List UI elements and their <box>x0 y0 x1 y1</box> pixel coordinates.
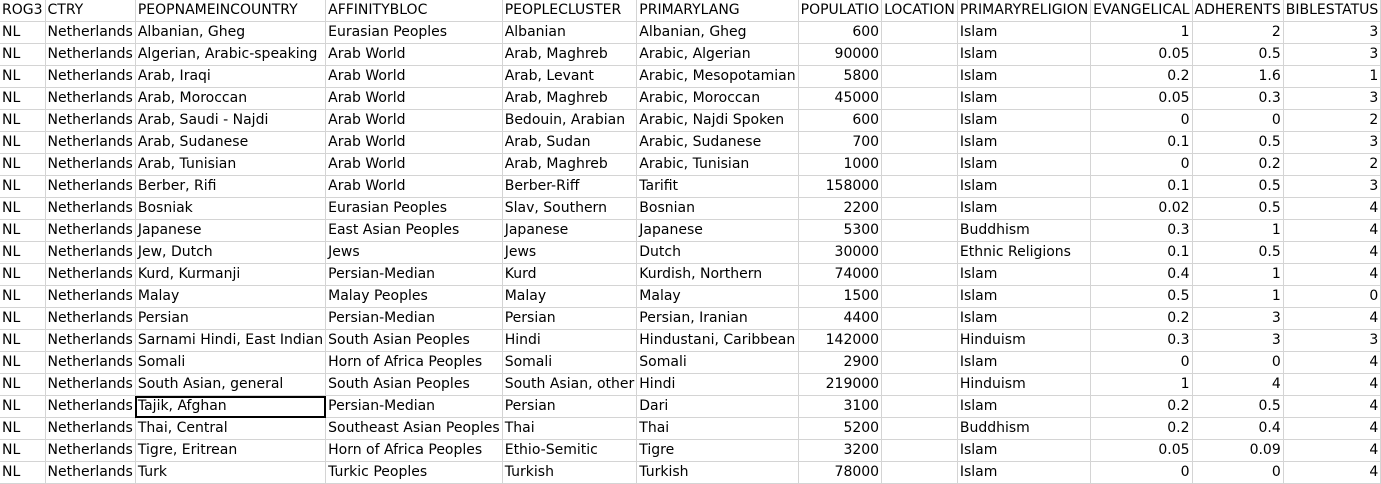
table-cell[interactable]: 0.2 <box>1091 66 1192 88</box>
table-cell[interactable]: 30000 <box>798 242 881 264</box>
table-row <box>0 440 1381 462</box>
table-cell[interactable]: 1 <box>1192 264 1283 286</box>
table-row <box>0 22 1381 44</box>
table-cell[interactable]: Arab, Maghreb <box>502 44 637 66</box>
table-cell[interactable]: Arab, Maghreb <box>502 88 637 110</box>
table-row <box>0 154 1381 176</box>
table-cell[interactable]: 0.3 <box>1091 330 1192 352</box>
table-cell[interactable]: Hindi <box>502 330 637 352</box>
table-cell[interactable]: Slav, Southern <box>502 198 637 220</box>
table-cell[interactable]: Islam <box>957 66 1090 88</box>
table-cell[interactable]: Arab, Levant <box>502 66 637 88</box>
table-cell[interactable]: 0.05 <box>1091 44 1192 66</box>
table-cell[interactable]: Somali <box>502 352 637 374</box>
table-cell[interactable]: Thai <box>502 418 637 440</box>
table-cell[interactable]: Thai <box>637 418 798 440</box>
table-cell[interactable]: Horn of Africa Peoples <box>326 440 503 462</box>
table-cell[interactable] <box>882 110 958 132</box>
table-cell[interactable]: Bosnian <box>637 198 798 220</box>
table-cell[interactable]: Somali <box>135 352 325 374</box>
table-cell[interactable] <box>882 330 958 352</box>
table-row <box>0 418 1381 440</box>
table-cell[interactable]: 0.2 <box>1091 418 1192 440</box>
table-cell[interactable] <box>882 198 958 220</box>
table-cell[interactable]: 0 <box>1192 352 1283 374</box>
table-cell[interactable]: Netherlands <box>45 220 135 242</box>
table-cell[interactable]: Islam <box>957 352 1090 374</box>
table-row <box>0 44 1381 66</box>
table-cell[interactable]: Islam <box>957 462 1090 484</box>
table-cell[interactable]: Tigre <box>637 440 798 462</box>
table-cell[interactable]: South Asian Peoples <box>326 374 503 396</box>
table-cell[interactable]: Arab World <box>326 88 503 110</box>
table-cell[interactable]: 0.1 <box>1091 176 1192 198</box>
table-cell[interactable]: Hinduism <box>957 330 1090 352</box>
table-cell[interactable]: NL <box>0 242 45 264</box>
table-cell[interactable]: Netherlands <box>45 462 135 484</box>
table-cell[interactable]: 4 <box>1283 462 1381 484</box>
table-cell[interactable]: Japanese <box>637 220 798 242</box>
table-cell[interactable]: Netherlands <box>45 88 135 110</box>
table-cell[interactable]: 3 <box>1283 88 1381 110</box>
column-header-cell[interactable]: ADHERENTS <box>1192 0 1283 22</box>
column-header-cell[interactable]: POPULATIO <box>798 0 881 22</box>
table-cell[interactable]: 600 <box>798 110 881 132</box>
table-cell[interactable]: Persian-Median <box>326 264 503 286</box>
table-cell[interactable]: 0.5 <box>1192 242 1283 264</box>
table-cell[interactable]: Netherlands <box>45 154 135 176</box>
table-cell[interactable]: 0.2 <box>1192 154 1283 176</box>
table-row <box>0 286 1381 308</box>
table-cell[interactable]: Arabic, Sudanese <box>637 132 798 154</box>
table-row <box>0 308 1381 330</box>
table-row <box>0 330 1381 352</box>
table-cell[interactable] <box>882 66 958 88</box>
table-cell[interactable]: NL <box>0 66 45 88</box>
table-cell[interactable]: 0.02 <box>1091 198 1192 220</box>
table-cell[interactable]: Ethnic Religions <box>957 242 1090 264</box>
table-row <box>0 462 1381 484</box>
table-cell[interactable]: Arab World <box>326 176 503 198</box>
table-cell[interactable]: Tarifit <box>637 176 798 198</box>
column-header-cell[interactable]: PRIMARYLANG <box>637 0 798 22</box>
table-cell[interactable] <box>882 396 958 418</box>
table-cell[interactable]: Arab, Iraqi <box>135 66 325 88</box>
table-cell[interactable]: Eurasian Peoples <box>326 198 503 220</box>
table-cell[interactable]: 1 <box>1091 22 1192 44</box>
table-cell[interactable]: 4 <box>1283 264 1381 286</box>
table-cell[interactable]: NL <box>0 198 45 220</box>
table-cell[interactable] <box>882 176 958 198</box>
table-cell[interactable]: 0 <box>1091 352 1192 374</box>
table-cell[interactable]: Hindi <box>637 374 798 396</box>
table-cell[interactable]: Arab, Maghreb <box>502 154 637 176</box>
table-cell[interactable]: Berber-Riff <box>502 176 637 198</box>
table-cell[interactable]: 0.5 <box>1192 44 1283 66</box>
table-cell[interactable]: Turkish <box>637 462 798 484</box>
table-cell[interactable]: Turk <box>135 462 325 484</box>
table-cell[interactable]: Arab World <box>326 66 503 88</box>
table-row <box>0 264 1381 286</box>
table-cell[interactable]: Netherlands <box>45 418 135 440</box>
table-cell[interactable]: 0.5 <box>1192 396 1283 418</box>
table-cell[interactable]: 4 <box>1283 242 1381 264</box>
table-cell[interactable]: Persian <box>502 308 637 330</box>
column-header-cell[interactable]: PEOPNAMEINCOUNTRY <box>135 0 325 22</box>
table-cell[interactable]: Ethio-Semitic <box>502 440 637 462</box>
table-cell[interactable]: Kurd <box>502 264 637 286</box>
table-cell[interactable]: Persian-Median <box>326 396 503 418</box>
table-cell[interactable]: Southeast Asian Peoples <box>326 418 503 440</box>
table-cell[interactable]: Arab, Moroccan <box>135 88 325 110</box>
table-cell[interactable]: NL <box>0 132 45 154</box>
table-row <box>0 352 1381 374</box>
table-cell[interactable]: Arab, Sudanese <box>135 132 325 154</box>
table-cell[interactable]: 142000 <box>798 330 881 352</box>
table-cell[interactable]: Islam <box>957 22 1090 44</box>
table-cell[interactable]: 0.3 <box>1192 88 1283 110</box>
table-cell[interactable]: NL <box>0 396 45 418</box>
table-cell[interactable]: 45000 <box>798 88 881 110</box>
table-cell[interactable]: 1 <box>1091 374 1192 396</box>
table-cell[interactable]: Arab World <box>326 44 503 66</box>
table-cell[interactable]: 4400 <box>798 308 881 330</box>
table-cell[interactable]: 0 <box>1192 110 1283 132</box>
table-cell[interactable]: 0.1 <box>1091 242 1192 264</box>
table-row <box>0 198 1381 220</box>
column-header-cell[interactable]: CTRY <box>45 0 135 22</box>
table-row <box>0 110 1381 132</box>
table-cell[interactable]: Tigre, Eritrean <box>135 440 325 462</box>
table-cell[interactable]: Arab, Sudan <box>502 132 637 154</box>
table-cell[interactable]: Persian <box>502 396 637 418</box>
table-cell[interactable] <box>882 22 958 44</box>
table-cell[interactable]: Kurdish, Northern <box>637 264 798 286</box>
table-cell[interactable]: 5300 <box>798 220 881 242</box>
table-cell[interactable]: Netherlands <box>45 264 135 286</box>
table-cell[interactable]: Islam <box>957 132 1090 154</box>
table-cell[interactable]: 0.05 <box>1091 88 1192 110</box>
table-cell[interactable]: Arabic, Algerian <box>637 44 798 66</box>
table-row <box>0 220 1381 242</box>
table-cell[interactable]: Arab World <box>326 110 503 132</box>
table-cell[interactable]: Malay Peoples <box>326 286 503 308</box>
table-cell[interactable]: Malay <box>502 286 637 308</box>
table-cell[interactable]: 0 <box>1091 110 1192 132</box>
table-cell[interactable]: Turkic Peoples <box>326 462 503 484</box>
table-cell[interactable]: Islam <box>957 440 1090 462</box>
table-cell[interactable]: 0.1 <box>1091 132 1192 154</box>
table-row <box>0 374 1381 396</box>
table-cell[interactable] <box>882 418 958 440</box>
column-header-cell[interactable]: AFFINITYBLOC <box>326 0 503 22</box>
table-cell[interactable]: 0 <box>1283 286 1381 308</box>
table-cell[interactable]: NL <box>0 110 45 132</box>
table-cell[interactable]: 78000 <box>798 462 881 484</box>
table-cell[interactable] <box>882 440 958 462</box>
table-cell[interactable]: Arabic, Tunisian <box>637 154 798 176</box>
table-cell[interactable]: 4 <box>1283 374 1381 396</box>
table-row <box>0 132 1381 154</box>
table-cell[interactable]: Netherlands <box>45 44 135 66</box>
table-cell[interactable]: NL <box>0 176 45 198</box>
table-cell[interactable]: Islam <box>957 308 1090 330</box>
table-cell[interactable]: Algerian, Arabic-speaking <box>135 44 325 66</box>
table-cell[interactable] <box>882 374 958 396</box>
table-cell[interactable]: 3100 <box>798 396 881 418</box>
table-cell[interactable]: Albanian, Gheg <box>135 22 325 44</box>
table-cell[interactable]: 3 <box>1283 176 1381 198</box>
table-cell[interactable]: NL <box>0 220 45 242</box>
table-cell[interactable]: 2 <box>1283 154 1381 176</box>
table-cell[interactable]: 1 <box>1192 220 1283 242</box>
table-cell[interactable]: NL <box>0 330 45 352</box>
table-cell[interactable]: Eurasian Peoples <box>326 22 503 44</box>
table-cell[interactable]: Netherlands <box>45 198 135 220</box>
table-cell[interactable] <box>882 352 958 374</box>
table-cell[interactable]: 0.5 <box>1192 176 1283 198</box>
table-cell[interactable]: Arab, Saudi - Najdi <box>135 110 325 132</box>
table-cell[interactable]: 0 <box>1091 462 1192 484</box>
table-cell[interactable]: Netherlands <box>45 330 135 352</box>
table-cell[interactable]: 0.4 <box>1192 418 1283 440</box>
table-cell[interactable]: NL <box>0 154 45 176</box>
table-cell[interactable]: 4 <box>1283 418 1381 440</box>
table-cell[interactable]: Arab World <box>326 154 503 176</box>
table-cell[interactable]: 4 <box>1192 374 1283 396</box>
column-header-cell[interactable]: BIBLESTATUS <box>1283 0 1381 22</box>
table-cell[interactable]: 1.6 <box>1192 66 1283 88</box>
table-cell[interactable] <box>882 220 958 242</box>
table-cell[interactable]: Malay <box>135 286 325 308</box>
table-cell[interactable]: 3200 <box>798 440 881 462</box>
table-cell[interactable]: South Asian, other <box>502 374 637 396</box>
table-cell[interactable]: 3 <box>1283 132 1381 154</box>
table-row <box>0 396 1381 418</box>
table-cell[interactable]: 0 <box>1192 462 1283 484</box>
table-cell[interactable]: Kurd, Kurmanji <box>135 264 325 286</box>
table-cell[interactable]: 0.5 <box>1192 198 1283 220</box>
table-cell[interactable] <box>882 264 958 286</box>
table-cell[interactable]: Buddhism <box>957 418 1090 440</box>
table-row <box>0 88 1381 110</box>
column-header-cell[interactable]: PEOPLECLUSTER <box>502 0 637 22</box>
table-cell[interactable]: Berber, Rifi <box>135 176 325 198</box>
table-cell[interactable]: Thai, Central <box>135 418 325 440</box>
table-cell[interactable]: Bosniak <box>135 198 325 220</box>
table-cell[interactable] <box>882 44 958 66</box>
column-header-cell[interactable]: ROG3 <box>0 0 45 22</box>
column-header-cell[interactable]: EVANGELICAL <box>1091 0 1192 22</box>
table-cell[interactable]: Netherlands <box>45 242 135 264</box>
table-cell[interactable]: 5200 <box>798 418 881 440</box>
table-cell[interactable]: 4 <box>1283 220 1381 242</box>
table-cell[interactable]: Islam <box>957 176 1090 198</box>
table-cell[interactable]: Persian <box>135 308 325 330</box>
table-cell[interactable]: Horn of Africa Peoples <box>326 352 503 374</box>
table-cell[interactable]: 74000 <box>798 264 881 286</box>
table-cell[interactable]: 0 <box>1091 154 1192 176</box>
table-cell[interactable]: NL <box>0 462 45 484</box>
table-cell[interactable]: 2 <box>1192 22 1283 44</box>
table-cell[interactable]: Islam <box>957 396 1090 418</box>
table-row <box>0 66 1381 88</box>
table-cell[interactable]: 600 <box>798 22 881 44</box>
table-cell[interactable]: 1500 <box>798 286 881 308</box>
table-cell[interactable]: 4 <box>1283 352 1381 374</box>
table-cell[interactable]: Albanian <box>502 22 637 44</box>
table-cell[interactable] <box>882 242 958 264</box>
table-cell[interactable]: Somali <box>637 352 798 374</box>
table-cell[interactable]: 2200 <box>798 198 881 220</box>
table-cell[interactable]: Bedouin, Arabian <box>502 110 637 132</box>
table-cell[interactable]: Netherlands <box>45 132 135 154</box>
table-cell[interactable]: Sarnami Hindi, East Indian <box>135 330 325 352</box>
table-cell[interactable]: Islam <box>957 154 1090 176</box>
table-cell[interactable]: East Asian Peoples <box>326 220 503 242</box>
table-cell[interactable]: South Asian Peoples <box>326 330 503 352</box>
table-cell[interactable]: 0.4 <box>1091 264 1192 286</box>
table-cell[interactable]: Netherlands <box>45 22 135 44</box>
table-cell[interactable]: Japanese <box>135 220 325 242</box>
table-cell[interactable] <box>882 132 958 154</box>
table-cell[interactable]: NL <box>0 418 45 440</box>
table-cell[interactable]: Netherlands <box>45 286 135 308</box>
table-cell[interactable]: Netherlands <box>45 374 135 396</box>
table-cell[interactable]: 0.3 <box>1091 220 1192 242</box>
table-cell[interactable]: Jews <box>502 242 637 264</box>
table-cell[interactable]: Islam <box>957 286 1090 308</box>
table-cell[interactable]: 3 <box>1192 308 1283 330</box>
table-row <box>0 242 1381 264</box>
table-cell[interactable]: Islam <box>957 198 1090 220</box>
table-cell[interactable]: Buddhism <box>957 220 1090 242</box>
table-cell[interactable]: Islam <box>957 110 1090 132</box>
table-cell[interactable]: Netherlands <box>45 110 135 132</box>
table-cell[interactable]: Netherlands <box>45 440 135 462</box>
table-cell[interactable]: 3 <box>1283 22 1381 44</box>
table-cell[interactable]: Dutch <box>637 242 798 264</box>
table-cell[interactable]: 90000 <box>798 44 881 66</box>
table-cell[interactable] <box>882 88 958 110</box>
table-cell[interactable]: Jew, Dutch <box>135 242 325 264</box>
table-cell[interactable] <box>882 286 958 308</box>
table-row <box>0 176 1381 198</box>
table-cell[interactable]: NL <box>0 308 45 330</box>
table-cell[interactable]: NL <box>0 352 45 374</box>
table-cell[interactable]: Arab, Tunisian <box>135 154 325 176</box>
table-cell[interactable]: 0.5 <box>1192 132 1283 154</box>
table-cell[interactable]: 0.2 <box>1091 396 1192 418</box>
table-cell[interactable]: 1000 <box>798 154 881 176</box>
table-cell[interactable]: Arab World <box>326 132 503 154</box>
table-cell[interactable]: 4 <box>1283 308 1381 330</box>
table-cell[interactable]: South Asian, general <box>135 374 325 396</box>
table-cell[interactable]: Malay <box>637 286 798 308</box>
table-cell[interactable]: 3 <box>1283 330 1381 352</box>
table-cell[interactable]: 4 <box>1283 396 1381 418</box>
table-cell[interactable]: Hindustani, Caribbean <box>637 330 798 352</box>
table-cell[interactable]: 4 <box>1283 440 1381 462</box>
table-cell[interactable]: Hinduism <box>957 374 1090 396</box>
column-header-cell[interactable]: PRIMARYRELIGION <box>957 0 1090 22</box>
table-cell[interactable]: Netherlands <box>45 66 135 88</box>
table-cell[interactable]: NL <box>0 374 45 396</box>
table-cell[interactable]: 4 <box>1283 198 1381 220</box>
table-cell[interactable]: Turkish <box>502 462 637 484</box>
table-cell[interactable]: 1 <box>1283 66 1381 88</box>
table-cell[interactable]: Netherlands <box>45 396 135 418</box>
table-cell[interactable]: 0.2 <box>1091 308 1192 330</box>
table-cell[interactable]: 5800 <box>798 66 881 88</box>
table-cell[interactable] <box>882 308 958 330</box>
table-cell[interactable]: Islam <box>957 88 1090 110</box>
table-cell[interactable]: 158000 <box>798 176 881 198</box>
table-cell[interactable]: Netherlands <box>45 308 135 330</box>
table-cell[interactable]: Dari <box>637 396 798 418</box>
table-cell[interactable]: 1 <box>1192 286 1283 308</box>
table-cell[interactable]: Persian-Median <box>326 308 503 330</box>
table-cell[interactable]: NL <box>0 88 45 110</box>
table-cell[interactable]: 0.05 <box>1091 440 1192 462</box>
table-cell[interactable]: Arabic, Najdi Spoken <box>637 110 798 132</box>
table-cell[interactable]: 0.5 <box>1091 286 1192 308</box>
table-cell[interactable] <box>882 462 958 484</box>
table-cell[interactable]: 219000 <box>798 374 881 396</box>
table-cell[interactable]: 2 <box>1283 110 1381 132</box>
table-cell[interactable]: NL <box>0 440 45 462</box>
table-cell[interactable]: 2900 <box>798 352 881 374</box>
selected-cell[interactable]: Tajik, Afghan <box>135 396 325 418</box>
table-cell[interactable]: Albanian, Gheg <box>637 22 798 44</box>
table-cell[interactable]: NL <box>0 22 45 44</box>
table-cell[interactable] <box>882 154 958 176</box>
table-cell[interactable]: Islam <box>957 44 1090 66</box>
table-cell[interactable]: 3 <box>1192 330 1283 352</box>
table-cell[interactable]: 700 <box>798 132 881 154</box>
column-header-cell[interactable]: LOCATION <box>882 0 958 22</box>
header-row <box>0 0 1381 22</box>
table-cell[interactable]: Netherlands <box>45 352 135 374</box>
table-cell[interactable]: NL <box>0 44 45 66</box>
table-cell[interactable]: Persian, Iranian <box>637 308 798 330</box>
table-cell[interactable]: Jews <box>326 242 503 264</box>
table-cell[interactable]: Arabic, Moroccan <box>637 88 798 110</box>
table-cell[interactable]: Netherlands <box>45 176 135 198</box>
table-cell[interactable]: Arabic, Mesopotamian <box>637 66 798 88</box>
table-cell[interactable]: Islam <box>957 264 1090 286</box>
table-cell[interactable]: NL <box>0 286 45 308</box>
table-cell[interactable]: Japanese <box>502 220 637 242</box>
table-cell[interactable]: 3 <box>1283 44 1381 66</box>
table-cell[interactable]: 0.09 <box>1192 440 1283 462</box>
table-cell[interactable]: NL <box>0 264 45 286</box>
